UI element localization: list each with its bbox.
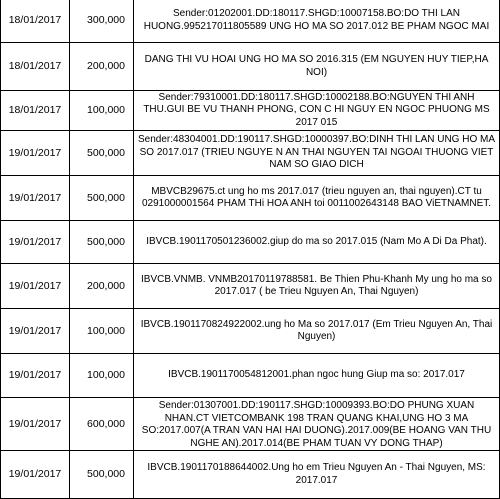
- description-cell: Sender:79310001.DD:180117.SHGD:10002188.BO:NGUYEN THI ANH THU.GUI BE VU THANH PHONG, CON C HI NGUY EN NGOC PHUONG MS 2017 015: [134, 91, 500, 131]
- amount-cell: 500,000: [70, 131, 134, 176]
- description-cell: IBVCB.1901170824922002.ung ho Ma so 2017.017 (Em Trieu Nguyen An, Thai Nguyen): [134, 309, 500, 354]
- table-row: [1, 176, 500, 221]
- description-cell: Sender:01307001.DD:190117.SHGD:10009393.BO:DO PHUNG XUAN NHAN.CT VIETCOMBANK 198 TRAN QUANG KHAI,UNG HO 3 MA SO:2017.007(A TRAN VAN HAI HAI DUONG).2017.009(BE HOANG VAN THU NGHE AN).2017.014(BE PHAM TUAN VY DONG THAP): [134, 398, 500, 451]
- date-cell: 19/01/2017: [1, 264, 70, 309]
- table-row: [1, 91, 500, 131]
- table-row: [1, 451, 500, 499]
- description-cell: IBVCB.1901170054812001.phan ngoc hung Giup ma so: 2017.017: [134, 354, 500, 398]
- table-row: [1, 398, 500, 451]
- description-cell: DANG THI VU HOAI UNG HO MA SO 2016.315 (EM NGUYEN HUY TIEP,HA NOI): [134, 43, 500, 91]
- amount-cell: 100,000: [70, 354, 134, 398]
- date-cell: 18/01/2017: [1, 91, 70, 131]
- description-cell: Sender:48304001.DD:190117.SHGD:10000397.BO:DINH THI LAN UNG HO MA SO 2017.017 (TRIEU NGUYE N AN THAI NGUYEN TAI NGOAI THUONG VIET NAM SO GIAO DICH: [134, 131, 500, 176]
- table-row: [1, 221, 500, 264]
- amount-cell: 200,000: [70, 264, 134, 309]
- table-row: [1, 131, 500, 176]
- table-row: [1, 0, 500, 43]
- amount-cell: 200,000: [70, 43, 134, 91]
- date-cell: 19/01/2017: [1, 176, 70, 221]
- description-cell: IBVCB.1901170501236002.giup do ma so 2017.015 (Nam Mo A Di Da Phat).: [134, 221, 500, 264]
- date-cell: 19/01/2017: [1, 451, 70, 499]
- amount-cell: 100,000: [70, 309, 134, 354]
- table-row: [1, 264, 500, 309]
- amount-cell: 100,000: [70, 91, 134, 131]
- date-cell: 19/01/2017: [1, 131, 70, 176]
- date-cell: 19/01/2017: [1, 398, 70, 451]
- date-cell: 18/01/2017: [1, 0, 70, 43]
- table-row: [1, 43, 500, 91]
- amount-cell: 500,000: [70, 451, 134, 499]
- amount-cell: 500,000: [70, 176, 134, 221]
- amount-cell: 300,000: [70, 0, 134, 43]
- date-cell: 18/01/2017: [1, 43, 70, 91]
- amount-cell: 500,000: [70, 221, 134, 264]
- description-cell: IBVCB.1901170188644002.Ung ho em Trieu Nguyen An - Thai Nguyen, MS: 2017.017: [134, 451, 500, 499]
- date-cell: 19/01/2017: [1, 354, 70, 398]
- description-cell: Sender:01202001.DD:180117.SHGD:10007158.BO:DO THI LAN HUONG.995217011805589 UNG HO MA SO 2017.012 BE PHAM NGOC MAI: [134, 0, 500, 43]
- date-cell: 19/01/2017: [1, 221, 70, 264]
- amount-cell: 600,000: [70, 398, 134, 451]
- date-cell: 19/01/2017: [1, 309, 70, 354]
- table-row: [1, 309, 500, 354]
- description-cell: IBVCB.VNMB. VNMB20170119788581. Be Thien Phu-Khanh My ung ho ma so 2017.017 ( be Trieu Nguyen An, Thai Nguyen): [134, 264, 500, 309]
- table-row: [1, 354, 500, 398]
- description-cell: MBVCB29675.ct ung ho ms 2017.017 (trieu nguyen an, thai nguyen).CT tu 0291000001564 PHAM THi HOA ANH toi 0011002643148 BAO ViETNAMNET.: [134, 176, 500, 221]
